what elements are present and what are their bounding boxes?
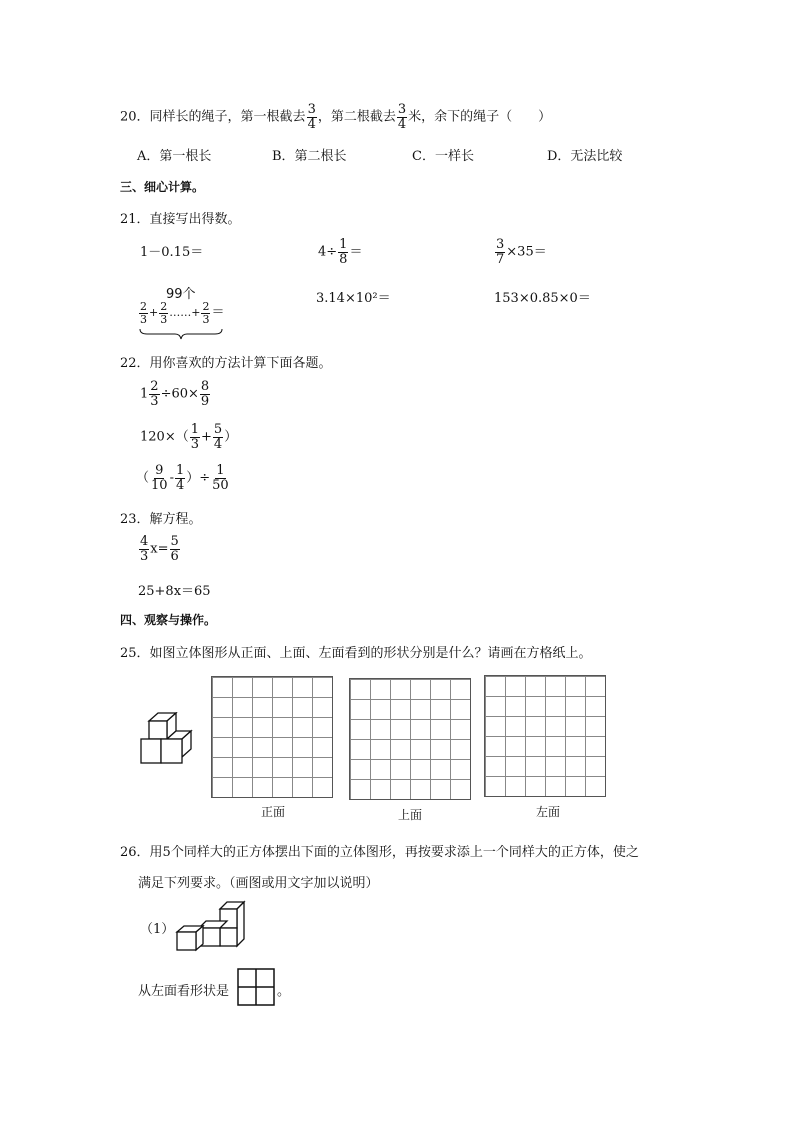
fraction-numerator: 2 <box>202 300 210 313</box>
q23-equation-1 <box>138 535 181 563</box>
q20-number: 20． <box>120 109 150 125</box>
q21-title: 21．直接写出得数。 <box>120 212 241 227</box>
section-3-heading: 三、细心计算。 <box>120 180 205 194</box>
fraction-numerator: 3 <box>397 102 407 117</box>
q22-line-2 <box>140 423 237 451</box>
fraction-denominator: 4 <box>175 477 185 493</box>
minus-sign: - <box>169 470 174 486</box>
fraction-numerator: 2 <box>140 300 147 313</box>
q22-line-3-fraction-c <box>211 464 230 492</box>
q21-expr-2-fraction <box>338 238 348 266</box>
q22-line-2-fraction-b <box>213 423 223 451</box>
expr-text: x= <box>150 541 169 557</box>
q20-text-a: 同样长的绳子，第一根截去 <box>149 109 306 125</box>
fraction-numerator: 5 <box>170 534 179 549</box>
answer-text: 从左面看形状是 <box>138 984 230 999</box>
q21-expr-5: 3.14×10²＝ <box>316 291 391 306</box>
q26-answer-line <box>138 980 229 999</box>
section-4-heading: 四、观察与操作。 <box>120 613 217 627</box>
q22-line-1-fraction-a <box>149 380 159 408</box>
expr-text: 120×（ <box>140 429 189 445</box>
ellipsis: ……+ <box>169 306 201 320</box>
mixed-int: 1 <box>140 386 149 402</box>
left-view-label: 左面 <box>536 805 561 819</box>
q21-expr-6: 153×0.85×0＝ <box>494 291 591 306</box>
q21-expr-3-fraction <box>495 238 505 266</box>
fraction-denominator: 6 <box>170 548 179 564</box>
expr-text: 4÷ <box>318 244 338 260</box>
top-view-grid[interactable] <box>349 678 471 800</box>
q21-expr-4-fraction-b <box>159 301 168 325</box>
fraction-denominator: 10 <box>151 477 168 493</box>
q21-expr-2 <box>318 238 362 266</box>
q21-count-label: 99个 <box>166 287 196 302</box>
q22-line-1 <box>140 380 211 408</box>
front-view-label: 正面 <box>261 805 286 819</box>
fraction-numerator: 1 <box>190 422 199 437</box>
fraction-denominator: 3 <box>140 548 149 564</box>
fraction-numerator: 3 <box>307 102 316 117</box>
q25-title: 25．如图立体图形从正面、上面、左面看到的形状分别是什么？请画在方格纸上。 <box>120 646 592 661</box>
fraction-denominator: 3 <box>202 312 210 326</box>
q23-eq1-fraction-a <box>139 535 149 563</box>
q23-title: 23．解方程。 <box>120 512 202 527</box>
fraction-numerator: 8 <box>200 379 210 394</box>
q22-line-1-fraction-b <box>200 380 210 408</box>
q20-option-a[interactable]: A．第一根长 <box>137 149 212 164</box>
expr-text: ） <box>224 429 238 445</box>
q26-title-cont: 满足下列要求。（画图或用文字加以说明） <box>138 876 379 891</box>
fraction-numerator: 9 <box>155 463 164 478</box>
q22-line-3-fraction-b <box>175 464 185 492</box>
fraction-denominator: 9 <box>200 393 210 409</box>
q21-expr-4 <box>138 301 224 325</box>
q21-expr-1: 1－0.15＝ <box>140 245 204 260</box>
q22-title: 22．用你喜欢的方法计算下面各题。 <box>120 356 332 371</box>
q21-expr-3 <box>494 238 547 266</box>
q22-line-2-fraction-a <box>190 423 200 451</box>
expr-text: ＝ <box>349 244 363 260</box>
q20-option-b[interactable]: B．第二根长 <box>272 149 347 164</box>
plus-sign: + <box>201 429 212 445</box>
cube-arrangement-icon <box>174 900 246 952</box>
fraction-numerator: 1 <box>175 463 185 478</box>
expr-text: ÷60× <box>160 386 199 402</box>
q23-equation-2: 25+8x＝65 <box>138 584 211 599</box>
fraction-denominator: 3 <box>160 312 168 326</box>
top-view-label: 上面 <box>398 808 423 822</box>
cube-stack-icon <box>138 712 194 768</box>
q26-answer-period: 。 <box>277 984 291 999</box>
q23-eq1-fraction-b <box>170 535 180 563</box>
expr-text: ×35＝ <box>506 244 547 260</box>
left-view-grid[interactable] <box>484 675 606 797</box>
fraction-numerator: 1 <box>216 463 225 478</box>
fraction-numerator: 2 <box>150 379 159 394</box>
q20-option-c[interactable]: C．一样长 <box>412 149 474 164</box>
q20-line <box>120 103 551 131</box>
fraction-numerator: 2 <box>160 300 168 313</box>
fraction-numerator: 3 <box>496 237 505 252</box>
q21-expr-4-fraction-c <box>201 301 210 325</box>
fraction-denominator: 4 <box>307 116 316 132</box>
q20-text-c: 米，余下的绳子（ ） <box>408 109 552 125</box>
fraction-denominator: 4 <box>397 116 407 132</box>
q20-fraction-1 <box>307 103 317 131</box>
front-view-grid[interactable] <box>211 676 333 798</box>
q26-sub-label: （1） <box>140 922 175 937</box>
fraction-denominator: 7 <box>496 251 505 267</box>
fraction-denominator: 8 <box>339 251 348 267</box>
equals-sign: ＝ <box>211 305 225 321</box>
fraction-denominator: 3 <box>150 393 159 409</box>
q20-fraction-2 <box>397 103 407 131</box>
q26-title: 26．用5个同样大的正方体摆出下面的立体图形，再按要求添上一个同样大的正方体，使之 <box>120 845 639 860</box>
left-view-shape-icon <box>237 968 275 1006</box>
fraction-numerator: 4 <box>140 534 149 549</box>
paren-open: （ <box>136 470 150 486</box>
q20-text-b: ，第二根截去 <box>317 109 396 125</box>
q20-option-d[interactable]: D．无法比较 <box>547 149 623 164</box>
q22-line-3 <box>136 464 231 492</box>
fraction-numerator: 1 <box>339 237 348 252</box>
underbrace-icon <box>139 328 223 340</box>
plus-sign: + <box>149 306 159 320</box>
fraction-denominator: 3 <box>140 312 147 326</box>
fraction-numerator: 5 <box>213 422 223 437</box>
fraction-denominator: 3 <box>190 436 199 452</box>
fraction-denominator: 4 <box>213 436 223 452</box>
q21-expr-4-fraction-a <box>139 301 148 325</box>
q22-line-3-fraction-a <box>150 464 169 492</box>
expr-text: ）÷ <box>186 470 211 486</box>
fraction-denominator: 50 <box>212 477 229 493</box>
